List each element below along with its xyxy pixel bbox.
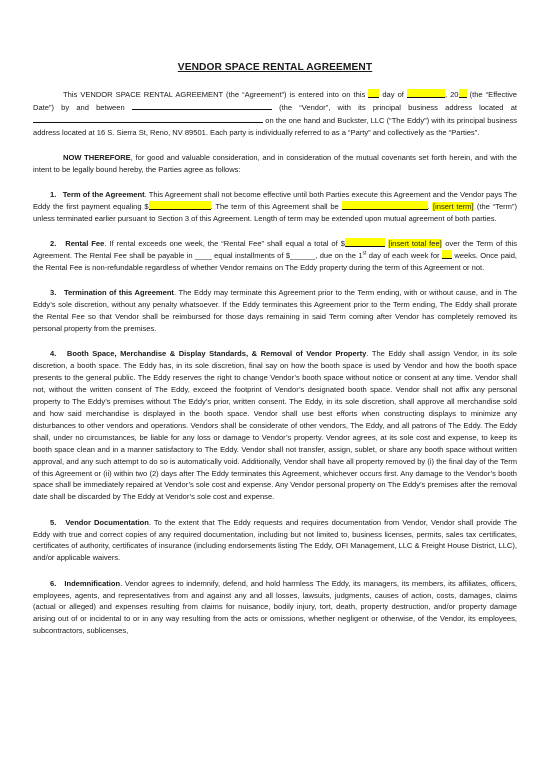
first-payment-blank[interactable] [149, 201, 211, 210]
total-fee-blank[interactable] [345, 238, 385, 247]
section-1-number: 1. [50, 190, 57, 200]
section-3 [33, 287, 517, 335]
section-6-text: . Vendor agrees to indemnify, defend, and hold harmless The Eddy, its managers, its members, its affiliates, officers, employees, agents, and representatives from and against any and all losses, lawsuits, judgments, causes of action, costs, damages, claims (actual or alleged) and expenses resulting from claims for nuisance, bodily injury, tort, death, property destruction, and/or property damage arising out of or incidental to or in any way resulting from the acts or omissions, whether negligent or otherwise, of the Vendor, its employees, subcontractors, sublicenses, [33, 578, 518, 636]
section-5-text: . To the extent that The Eddy requests and requires documentation from Vendor, Vendor shall provide The Eddy with true and correct copies of any required documentation, including but not limited to, business licenses, permits, sales tax certificates, certificates of authority, certificates of insurance (including endorsements listing The Eddy, OFI Management, LLC & Freight House District, LLC), and/or applicable waivers. [33, 517, 517, 563]
intro-text-c: , 20 [444, 90, 459, 99]
document-title: VENDOR SPACE RENTAL AGREEMENT [177, 62, 373, 73]
section-5-number: 5. [50, 517, 57, 527]
now-therefore-text: , for good and valuable consideration, and in consideration of the mutual covenants set forth herein, and with the intent to be legally bound hereby, the Parties agree as follows: [33, 153, 517, 174]
intro-text-e: (the “Vendor”, with its principal business address located at [279, 102, 517, 112]
weeks-blank[interactable] [442, 250, 452, 259]
section-1-text-a: . This Agreement shall not become effective until both Parties execute this Agreement and the Vendor pays The Eddy the first payment equaling $ [33, 190, 517, 212]
section-3-number: 3. [50, 288, 57, 298]
section-2-number: 2. [50, 239, 57, 249]
month-blank[interactable] [407, 89, 445, 98]
intro-paragraph [33, 89, 517, 139]
section-1-text-c: (the “Term”) unless terminated earlier pursuant to Section 3 of this Agreement. Length of term may be extended upon mutual agreement of both parties. [33, 202, 517, 224]
section-3-text: . The Eddy may terminate this Agreement prior to the Term ending, with or without cause, and in The Eddy’s sole discretion, without any penalty whatsoever. If the Eddy terminates this Agreement prior to the Term ending, The Eddy shall prorate the Rental Fee so that Vendor shall be reimbursed for those days remaining in said Term coming after Vendor has completely removed its personal property from the premises. [33, 288, 517, 334]
insert-total-fee-placeholder: [insert total fee] [388, 239, 442, 249]
section-3-heading: Termination of this Agreement [63, 288, 174, 298]
section-5-heading: Vendor Documentation [65, 517, 149, 527]
section-4-heading: Booth Space, Merchandise & Display Standards, & Removal of Vendor Property [66, 349, 367, 359]
section-4 [33, 348, 517, 503]
now-therefore-paragraph [33, 152, 517, 176]
section-2-text-d: weeks. Once paid, the Rental Fee is non-refundable regardless of whether Vendor remains on The Eddy property during the term of this Agreement or not. [33, 251, 517, 273]
section-4-number: 4. [50, 349, 57, 359]
section-2 [33, 238, 517, 274]
document-body [33, 62, 517, 651]
section-2-heading: Rental Fee [65, 239, 105, 249]
vendor-name-blank[interactable] [132, 101, 272, 110]
day-blank[interactable] [368, 89, 379, 98]
section-5 [33, 517, 517, 565]
intro-text-b: day of [382, 90, 404, 99]
vendor-address-blank[interactable] [33, 114, 263, 123]
section-1: 1. Term of the Agreement. This Agreement shall not become effective until both Parties execute this Agreement and the Vendor pays The Eddy the first payment equaling $ . The term of this Agreement shall be . [insert term] (the “Term”) unless terminated earlier pursuant to Section 3 of this Agreement. Length of term may be extended upon mutual agreement of both parties. [33, 190, 517, 224]
insert-term-placeholder: [insert term] [432, 202, 474, 212]
section-2-text-b: over the Term of this Agreement. The Rental Fee shall be payable in ____ equal installments of $______, due on the 1 [33, 239, 518, 261]
intro-text-d: (the “Effective Date”) by and between [33, 90, 517, 112]
intro-text-f: on the one hand and Buckster, LLC (“The Eddy”) with its principal business address located at 16 S. Sierra St, Reno, NV 89501. Each party is individually referred to as a “Party” and collectively as the “Parties”. [33, 115, 517, 137]
section-2-text-c: day of each week for [366, 251, 440, 261]
section-6-heading: Indemnification [64, 578, 121, 588]
section-4-text: . The Eddy shall assign Vendor, in its sole discretion, a booth space. The Eddy has, in its sole discretion, final say on how the booth space is used by Vendor and how the booth space presents to the general public. The Eddy reserves the right to change Vendor’s booth space without notice or consent at any time. Vendor shall not, without the written consent of The Eddy, exceed the footprint of Vendor’s designated booth space. Vendor shall not affix any personal property to The Eddy’s premises without The Eddy’s prior, written consent. The Eddy, in its sole discretion, shall approve all merchandise sold and how said merchandise is displayed in the booth space. Vendor shall use best efforts when constructing displays to minimize any disturbances to other vendors and operations. Vendors shall be considerate of other vendors, The Eddy, and all patrons of The Eddy. The Eddy shall, under no circumstances, be liable for any loss or damage to Vendor’s property. Vendor agrees, at its sole cost and expense, to keep its booth space clean and in a manner satisfactory to The Eddy. Vendor shall not transfer, assign, sublet, or share any booth space without written approval, and any such attempt to do so is automatically void. Additionally, Vendor shall have all property removed by (i) the final day of the Term of this Agreement or (ii) within two (2) days after The Eddy terminates this Agreement, whichever occurs first. Any damage to the Vendor’s booth space shall be immediately repaired at Vendor’s sole cost and expense. Any Vendor personal property on The Eddy’s premises after the removal date shall be discarded by The Eddy at Vendor’s sole cost and expense. [33, 349, 517, 502]
now-therefore-bold: NOW THEREFORE [63, 153, 131, 163]
ordinal-suffix: st [362, 250, 367, 257]
section-1-heading: Term of the Agreement [62, 190, 145, 200]
section-2-text-a: . If rental exceeds one week, the “Rental Fee” shall equal a total of $ [104, 239, 345, 249]
section-6-number: 6. [50, 578, 57, 588]
intro-text-a: This VENDOR SPACE RENTAL AGREEMENT (the “Agreement”) is entered into on this [63, 90, 366, 99]
year-blank[interactable] [459, 89, 467, 98]
section-6 [33, 578, 517, 638]
section-1-text-b: . The term of this Agreement shall be [210, 202, 339, 212]
term-blank[interactable] [342, 201, 428, 210]
